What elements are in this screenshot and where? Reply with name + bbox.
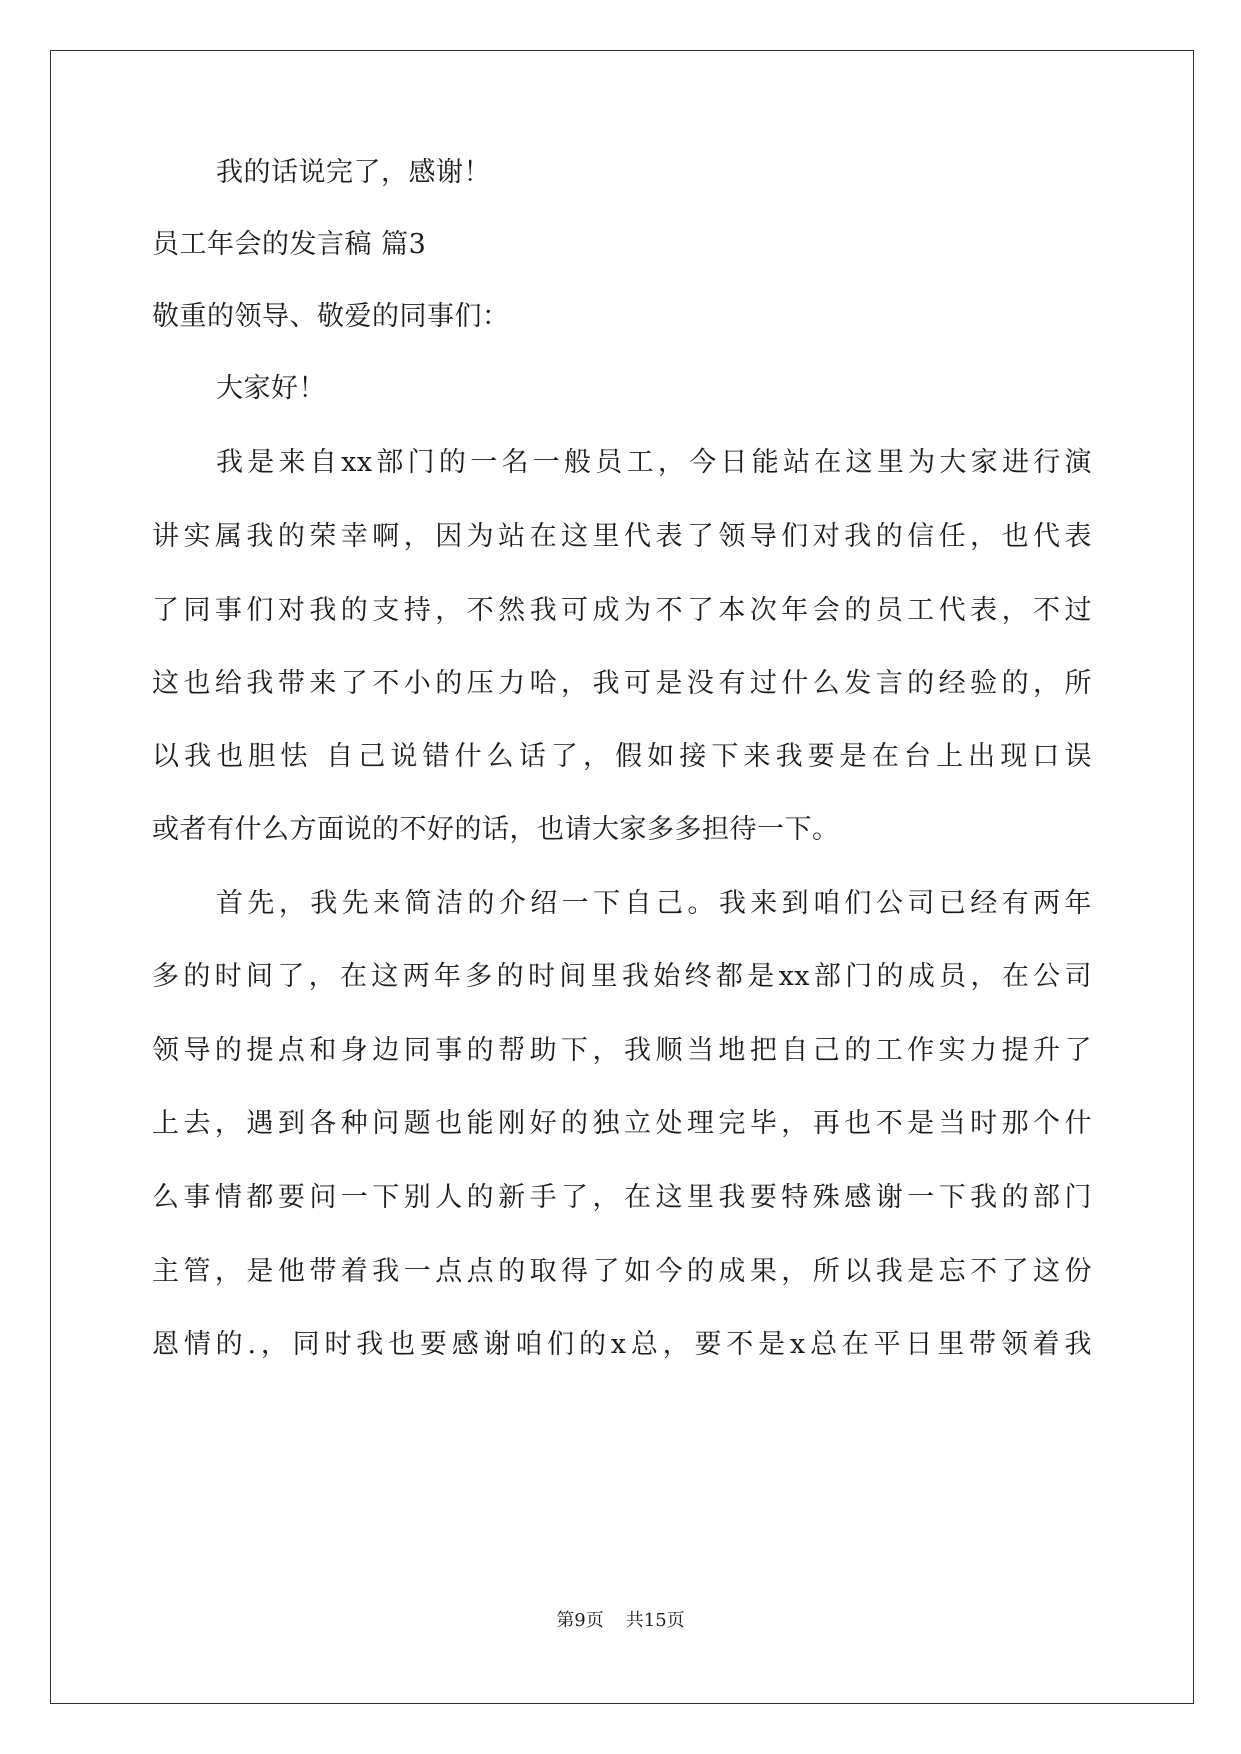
salutation: 敬重的领导、敬爱的同事们： xyxy=(152,301,510,332)
paragraph-line: 以我也胆怯 自己说错什么话了，假如接下来我要是在台上出现口误 xyxy=(152,741,1092,772)
paragraph-line: 领导的提点和身边同事的帮助下，我顺当地把自己的工作实力提升了 xyxy=(152,1035,1092,1066)
paragraph-line: 主管，是他带着我一点点的取得了如今的成果，所以我是忘不了这份 xyxy=(152,1256,1092,1287)
section-heading: 员工年会的发言稿 篇3 xyxy=(152,229,427,260)
page-total: 共15页 xyxy=(625,1610,685,1631)
paragraph-line: 么事情都要问一下别人的新手了，在这里我要特殊感谢一下我的部门 xyxy=(152,1182,1092,1213)
paragraph-line: 上去，遇到各种问题也能刚好的独立处理完毕，再也不是当时那个什 xyxy=(152,1108,1092,1139)
paragraph-line: 了同事们对我的支持，不然我可成为不了本次年会的员工代表，不过 xyxy=(152,595,1092,626)
page-footer xyxy=(0,1609,1241,1633)
paragraph-line: 这也给我带来了不小的压力哈，我可是没有过什么发言的经验的，所 xyxy=(152,668,1092,699)
closing-line: 我的话说完了，感谢！ xyxy=(216,157,491,188)
paragraph-line: 我是来自xx部门的一名一般员工，今日能站在这里为大家进行演 xyxy=(216,447,1092,478)
paragraph-line: 或者有什么方面说的不好的话，也请大家多多担待一下。 xyxy=(152,814,840,845)
paragraph-line: 讲实属我的荣幸啊，因为站在这里代表了领导们对我的信任，也代表 xyxy=(152,521,1092,552)
greeting: 大家好！ xyxy=(216,373,326,404)
paragraph-line: 多的时间了，在这两年多的时间里我始终都是xx部门的成员，在公司 xyxy=(152,961,1092,992)
paragraph-line: 首先，我先来简洁的介绍一下自己。我来到咱们公司已经有两年 xyxy=(216,888,1092,919)
paragraph-line: 恩情的.，同时我也要感谢咱们的x总，要不是x总在平日里带领着我 xyxy=(152,1329,1092,1360)
page-number: 第9页 xyxy=(556,1610,604,1631)
